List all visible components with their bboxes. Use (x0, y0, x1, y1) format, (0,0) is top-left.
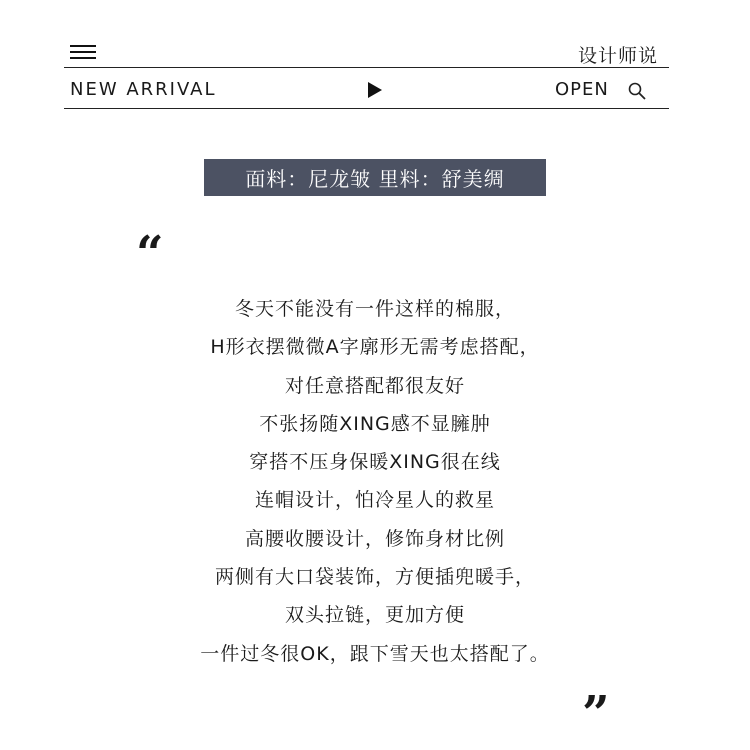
hamburger-icon[interactable] (70, 45, 96, 59)
open-label[interactable]: OPEN (555, 79, 609, 100)
description-line: 双头拉链，更加方便 (284, 604, 465, 627)
bottom-divider (64, 108, 669, 109)
description-line: 连帽设计，怕冷星人的救星 (254, 489, 495, 512)
page-title: 设计师说 (577, 45, 658, 67)
description-line: 对任意搭配都很友好 (284, 374, 465, 397)
close-quote-mark: ” (582, 686, 610, 742)
fabric-banner: 面料：尼龙皱 里料：舒美绸 (204, 159, 546, 196)
description-line: 冬天不能没有一件这样的棉服， (234, 298, 515, 320)
description-line: 不张扬随XING感不显臃肿 (259, 412, 491, 435)
open-quote-mark: “ (136, 226, 164, 282)
top-divider (64, 67, 669, 68)
description-line: 穿搭不压身保暖XING很在线 (249, 451, 501, 474)
description-line: 一件过冬很OK，跟下雪天也太搭配了。 (200, 642, 550, 665)
description-text (0, 290, 750, 673)
description-line: H形衣摆微微A字廓形无需考虑搭配， (210, 336, 540, 359)
search-icon[interactable] (628, 82, 646, 100)
new-arrival-label[interactable]: NEW ARRIVAL (70, 79, 217, 100)
description-line: 高腰收腰设计，修饰身材比例 (244, 527, 505, 550)
play-icon[interactable] (368, 82, 382, 98)
description-line: 两侧有大口袋装饰，方便插兜暖手， (214, 566, 535, 589)
